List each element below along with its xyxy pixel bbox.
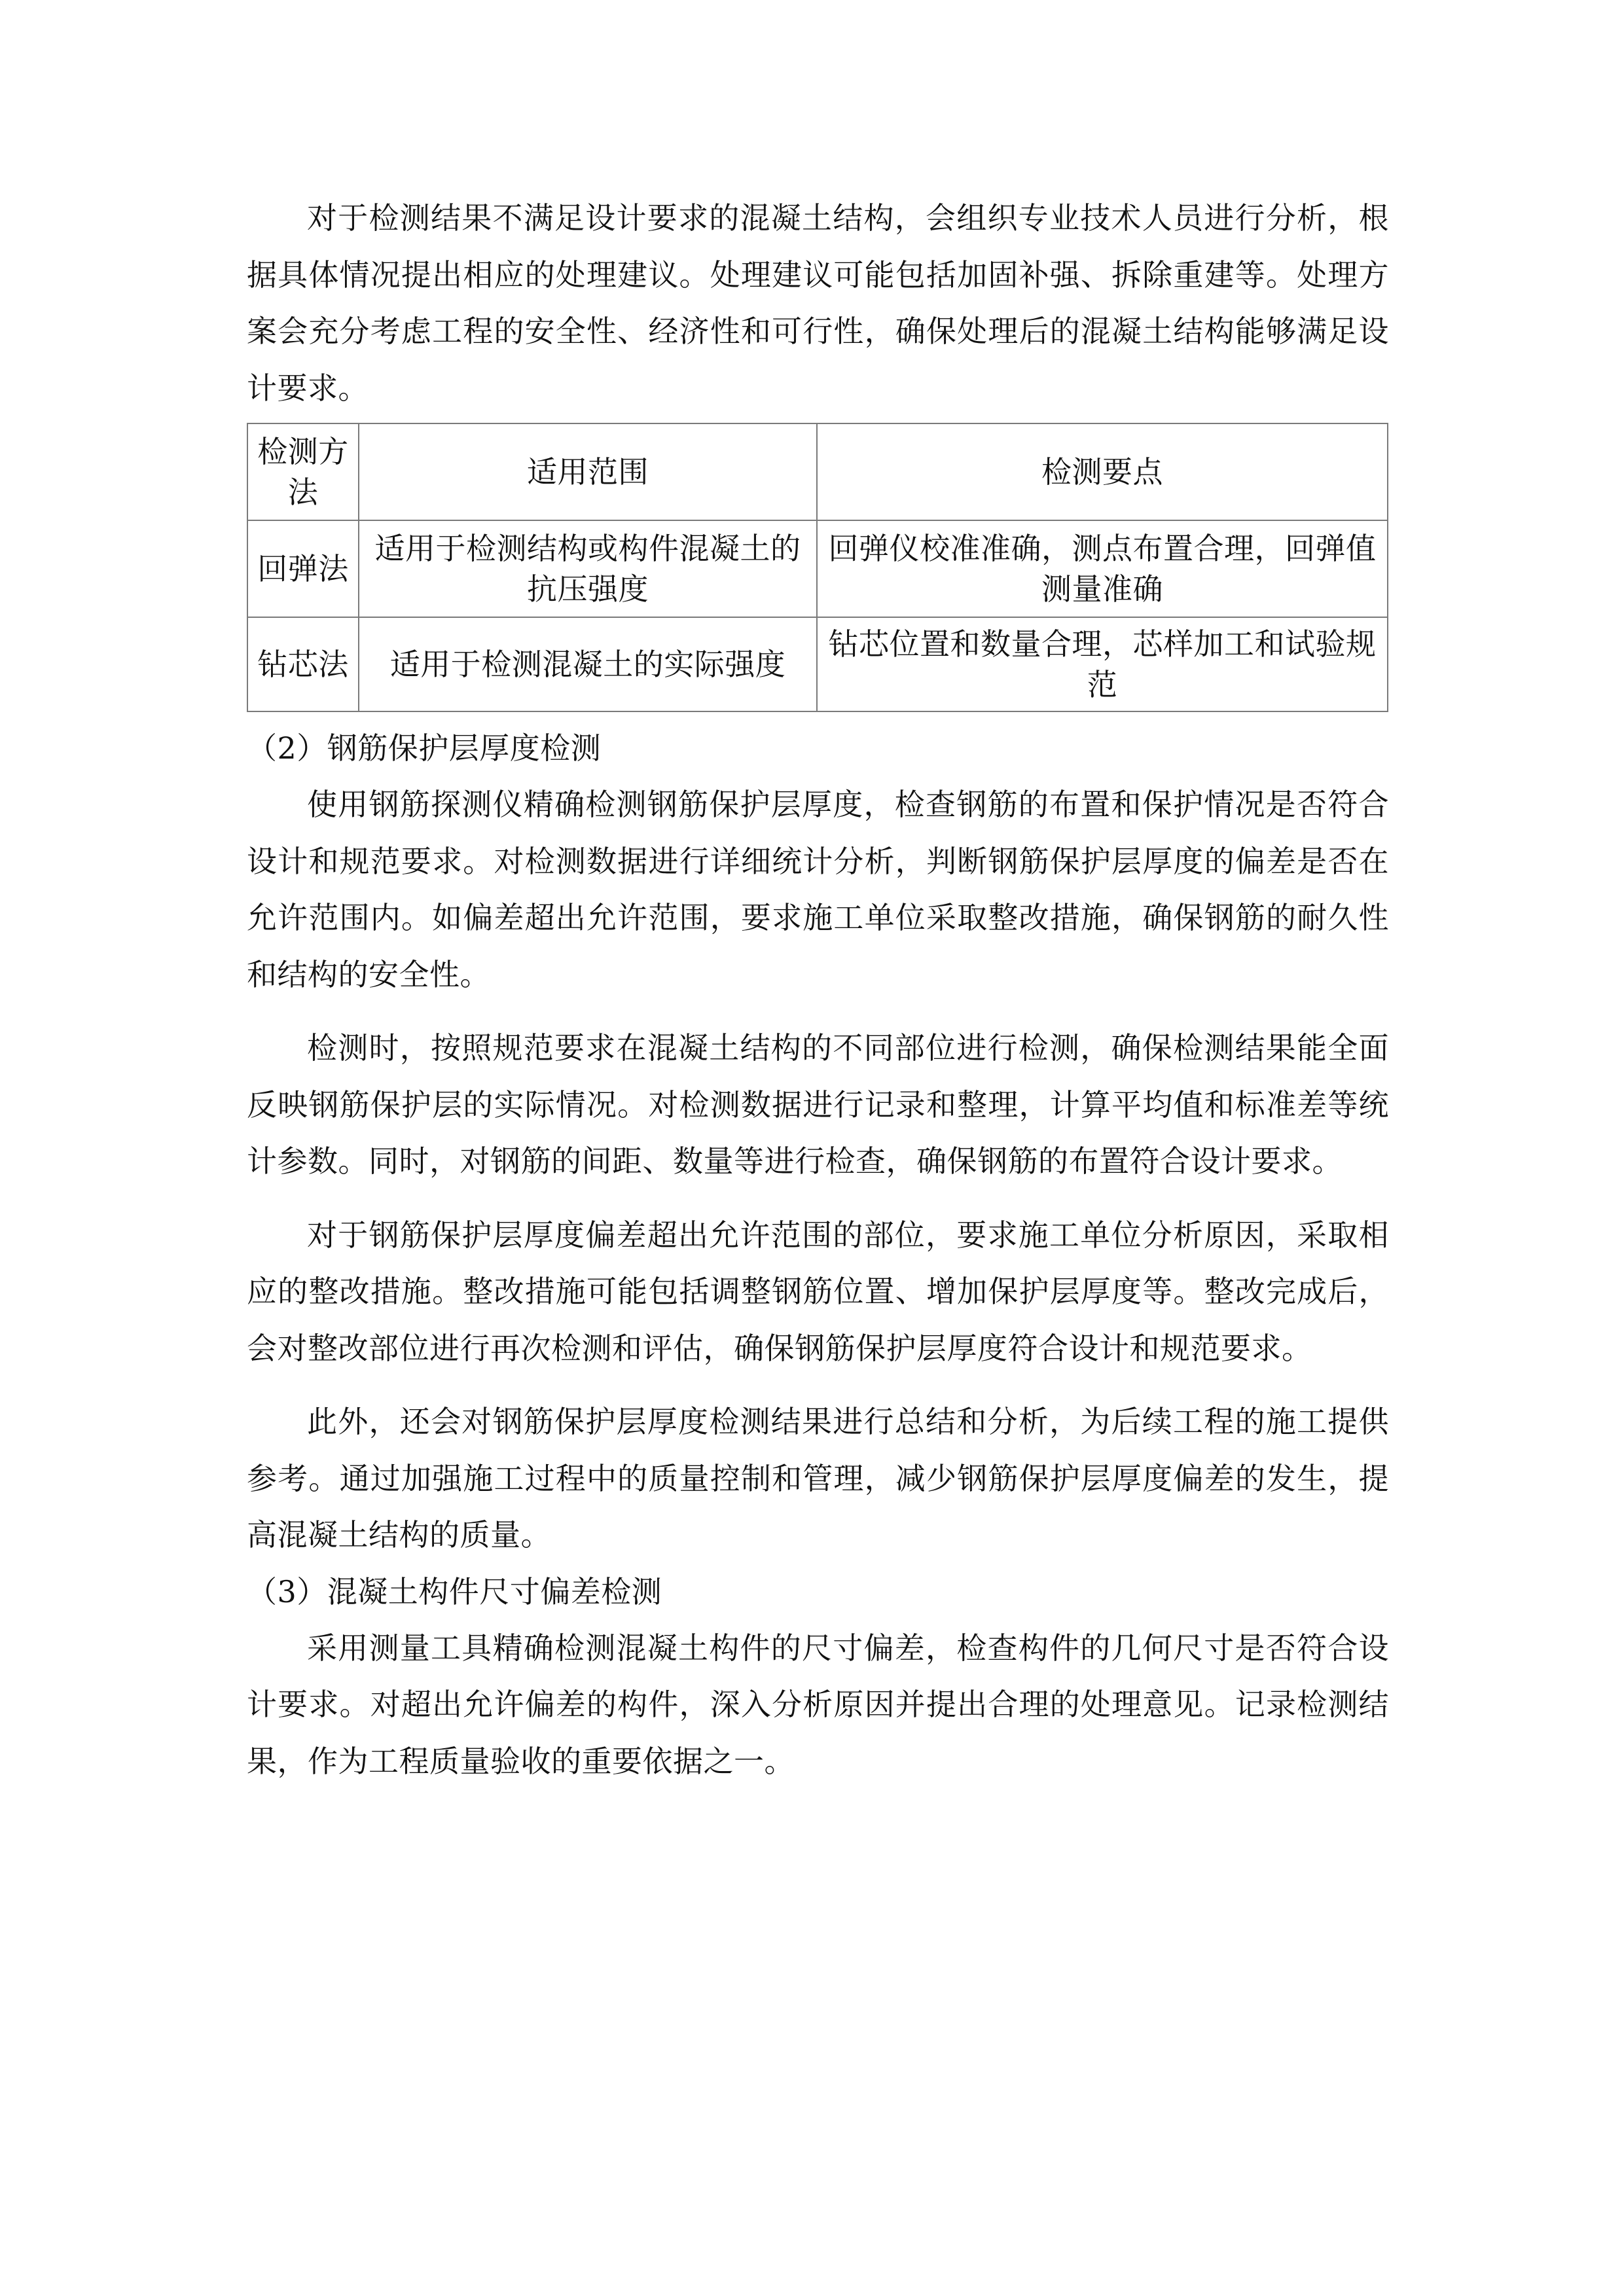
document-page bbox=[247, 190, 1389, 1789]
cell-key-points: 回弹仪校准准确，测点布置合理，回弹值测量准确 bbox=[817, 520, 1388, 617]
header-method: 检测方法 bbox=[247, 423, 359, 520]
paragraph-rebar-4: 此外，还会对钢筋保护层厚度检测结果进行总结和分析，为后续工程的施工提供参考。通过加强施工过程中的质量控制和管理，减少钢筋保护层厚度偏差的发生，提高混凝土结构的质量。 bbox=[247, 1404, 1389, 1552]
header-scope: 适用范围 bbox=[359, 423, 817, 520]
table-row bbox=[247, 520, 1388, 617]
table-row bbox=[247, 617, 1388, 711]
paragraph-rebar-2: 检测时，按照规范要求在混凝土结构的不同部位进行检测，确保检测结果能全面反映钢筋保护层的实际情况。对检测数据进行记录和整理，计算平均值和标准差等统计参数。同时，对钢筋的间距、数量等进行检查，确保钢筋的布置符合设计要求。 bbox=[247, 1030, 1389, 1179]
paragraph-treatment-advice: 对于检测结果不满足设计要求的混凝土结构，会组织专业技术人员进行分析，根据具体情况提出相应的处理建议。处理建议可能包括加固补强、拆除重建等。处理方案会充分考虑工程的安全性、经济性和可行性，确保处理后的混凝土结构能够满足设计要求。 bbox=[247, 200, 1389, 406]
section-heading-rebar-cover: （2）钢筋保护层厚度检测 bbox=[247, 730, 602, 766]
paragraph-rebar-3: 对于钢筋保护层厚度偏差超出允许范围的部位，要求施工单位分析原因，采取相应的整改措施。整改措施可能包括调整钢筋位置、增加保护层厚度等。整改完成后，会对整改部位进行再次检测和评估，确保钢筋保护层厚度符合设计和规范要求。 bbox=[247, 1217, 1389, 1366]
paragraph-dimension-1: 采用测量工具精确检测混凝土构件的尺寸偏差，检查构件的几何尺寸是否符合设计要求。对超出允许偏差的构件，深入分析原因并提出合理的处理意见。记录检测结果，作为工程质量验收的重要依据之一。 bbox=[247, 1630, 1389, 1779]
section-heading-dimension-deviation: （3）混凝土构件尺寸偏差检测 bbox=[247, 1573, 662, 1609]
cell-method: 钻芯法 bbox=[247, 617, 359, 711]
table-header-row bbox=[247, 423, 1388, 520]
cell-scope: 适用于检测结构或构件混凝土的抗压强度 bbox=[359, 520, 817, 617]
inspection-methods-table bbox=[247, 423, 1388, 712]
cell-key-points: 钻芯位置和数量合理，芯样加工和试验规范 bbox=[817, 617, 1388, 711]
cell-method: 回弹法 bbox=[247, 520, 359, 617]
paragraph-rebar-1: 使用钢筋探测仪精确检测钢筋保护层厚度，检查钢筋的布置和保护情况是否符合设计和规范要求。对检测数据进行详细统计分析，判断钢筋保护层厚度的偏差是否在允许范围内。如偏差超出允许范围，要求施工单位采取整改措施，确保钢筋的耐久性和结构的安全性。 bbox=[247, 787, 1389, 992]
cell-scope: 适用于检测混凝土的实际强度 bbox=[359, 617, 817, 711]
header-key-points: 检测要点 bbox=[817, 423, 1388, 520]
